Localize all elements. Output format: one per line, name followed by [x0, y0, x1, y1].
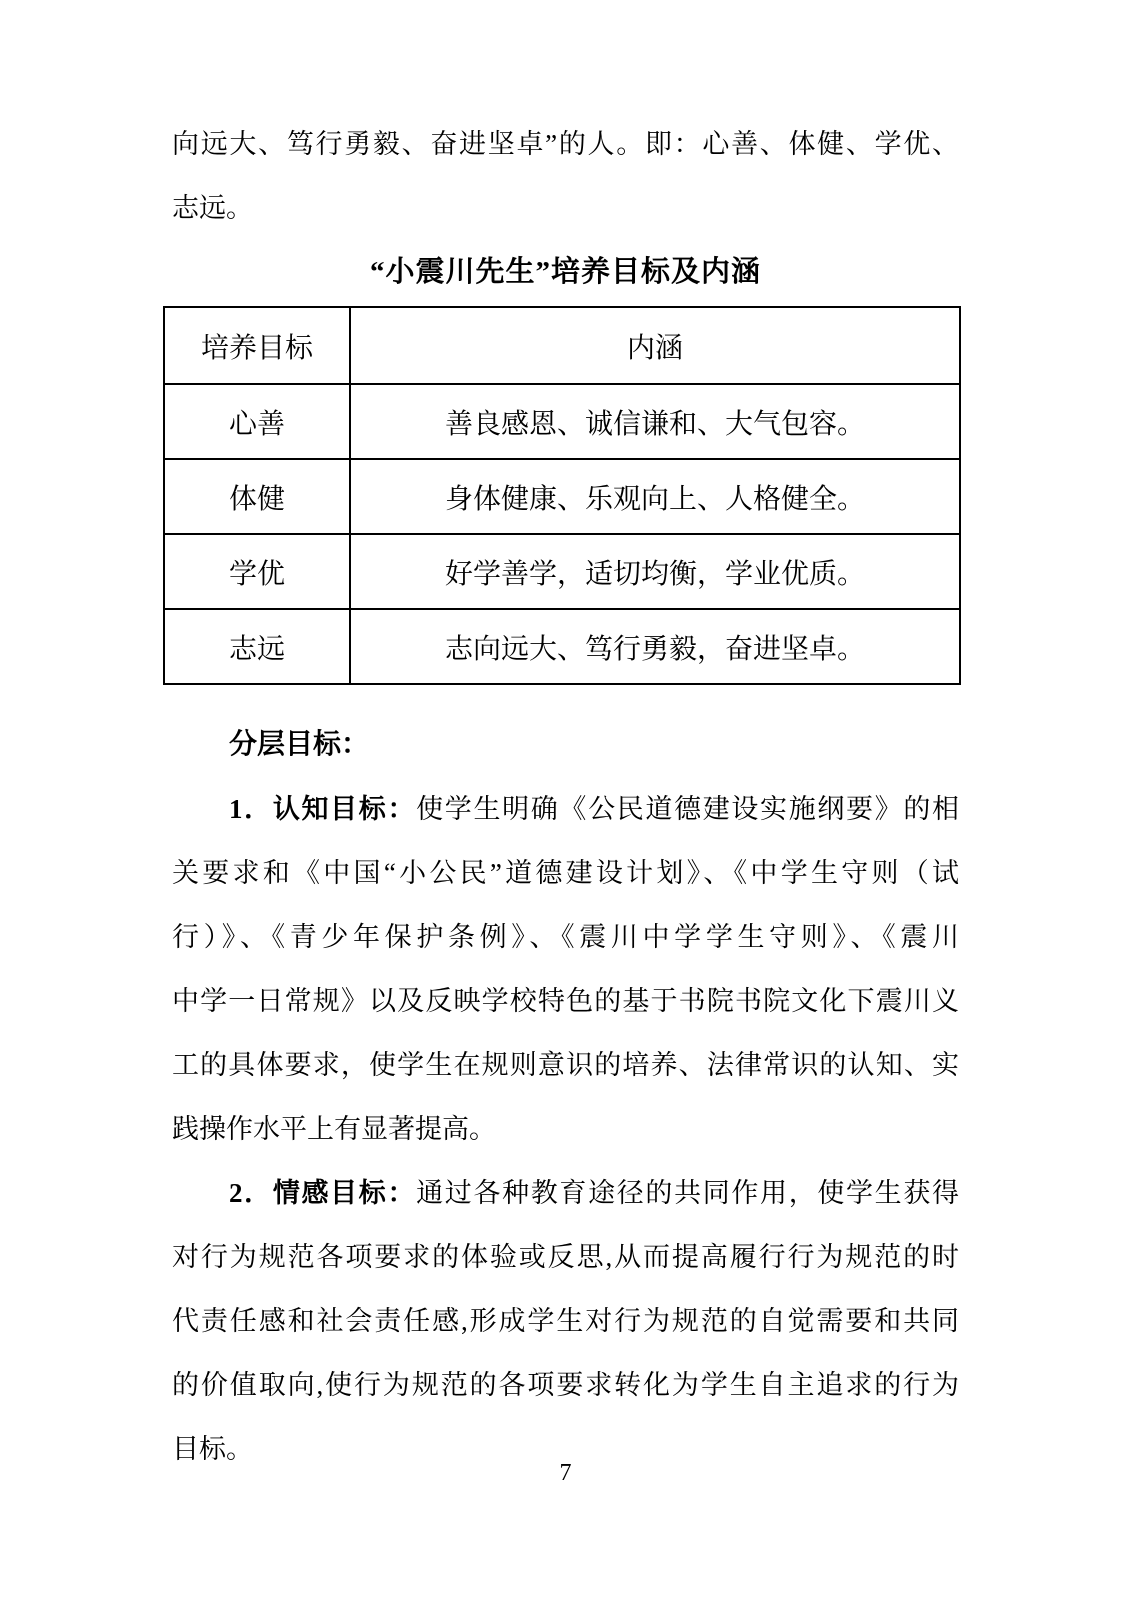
layered-goals-section: [172, 713, 959, 1481]
goal-cell: 学优: [164, 534, 350, 609]
body-line: [172, 777, 959, 841]
body-line: 践操作水平上有显著提高。: [172, 1114, 496, 1144]
body-line: 对行为规范各项要求的体验或反思,从而提高履行行为规范的时: [172, 1242, 959, 1272]
meaning-cell: 好学善学，适切均衡，学业优质。: [350, 534, 960, 609]
intro-line: 向远大、笃行勇毅、奋进坚卓”的人。即：心善、体健、学优、: [172, 129, 959, 159]
body-line: 中学一日常规》以及反映学校特色的基于书院书院文化下震川义: [172, 986, 959, 1016]
intro-line: 志远。: [172, 193, 253, 223]
body-line: 目标。: [172, 1434, 253, 1464]
table-title: “小震川先生”培养目标及内涵: [369, 256, 761, 288]
goal-cell: 体健: [164, 459, 350, 534]
goal-cell: 心善: [164, 384, 350, 459]
body-line: 工的具体要求，使学生在规则意识的培养、法律常识的认知、实: [172, 1050, 959, 1080]
col-header-meaning: 内涵: [350, 307, 960, 384]
table-row: [164, 609, 960, 684]
section-heading: 分层目标：: [229, 729, 370, 760]
affective-goal-text: 通过各种教育途径的共同作用，使学生获得: [416, 1178, 960, 1208]
cognitive-goal-lead: 1．认知目标：: [229, 794, 417, 824]
table-row: [164, 384, 960, 459]
body-line: [172, 1161, 959, 1225]
table-header-row: [164, 307, 960, 384]
meaning-cell: 身体健康、乐观向上、人格健全。: [350, 459, 960, 534]
body-line: 关要求和《中国“小公民”道德建设计划》、《中学生守则（试: [172, 858, 959, 888]
body-line: 代责任感和社会责任感,形成学生对行为规范的自觉需要和共同: [172, 1306, 959, 1336]
page-number: 7: [559, 1460, 572, 1486]
table-row: [164, 534, 960, 609]
table-row: [164, 459, 960, 534]
training-goals-table: [163, 306, 961, 685]
meaning-cell: 善良感恩、诚信谦和、大气包容。: [350, 384, 960, 459]
goal-cell: 志远: [164, 609, 350, 684]
body-line: 行）》、《青少年保护条例》、《震川中学学生守则》、《震川: [172, 922, 959, 952]
affective-goal-lead: 2．情感目标：: [229, 1178, 417, 1208]
cognitive-goal-text: 使学生明确《公民道德建设实施纲要》的相: [416, 794, 960, 824]
intro-paragraph: [172, 112, 959, 240]
meaning-cell: 志向远大、笃行勇毅，奋进坚卓。: [350, 609, 960, 684]
col-header-goal: 培养目标: [164, 307, 350, 384]
body-line: 的价值取向,使行为规范的各项要求转化为学生自主追求的行为: [172, 1370, 959, 1400]
